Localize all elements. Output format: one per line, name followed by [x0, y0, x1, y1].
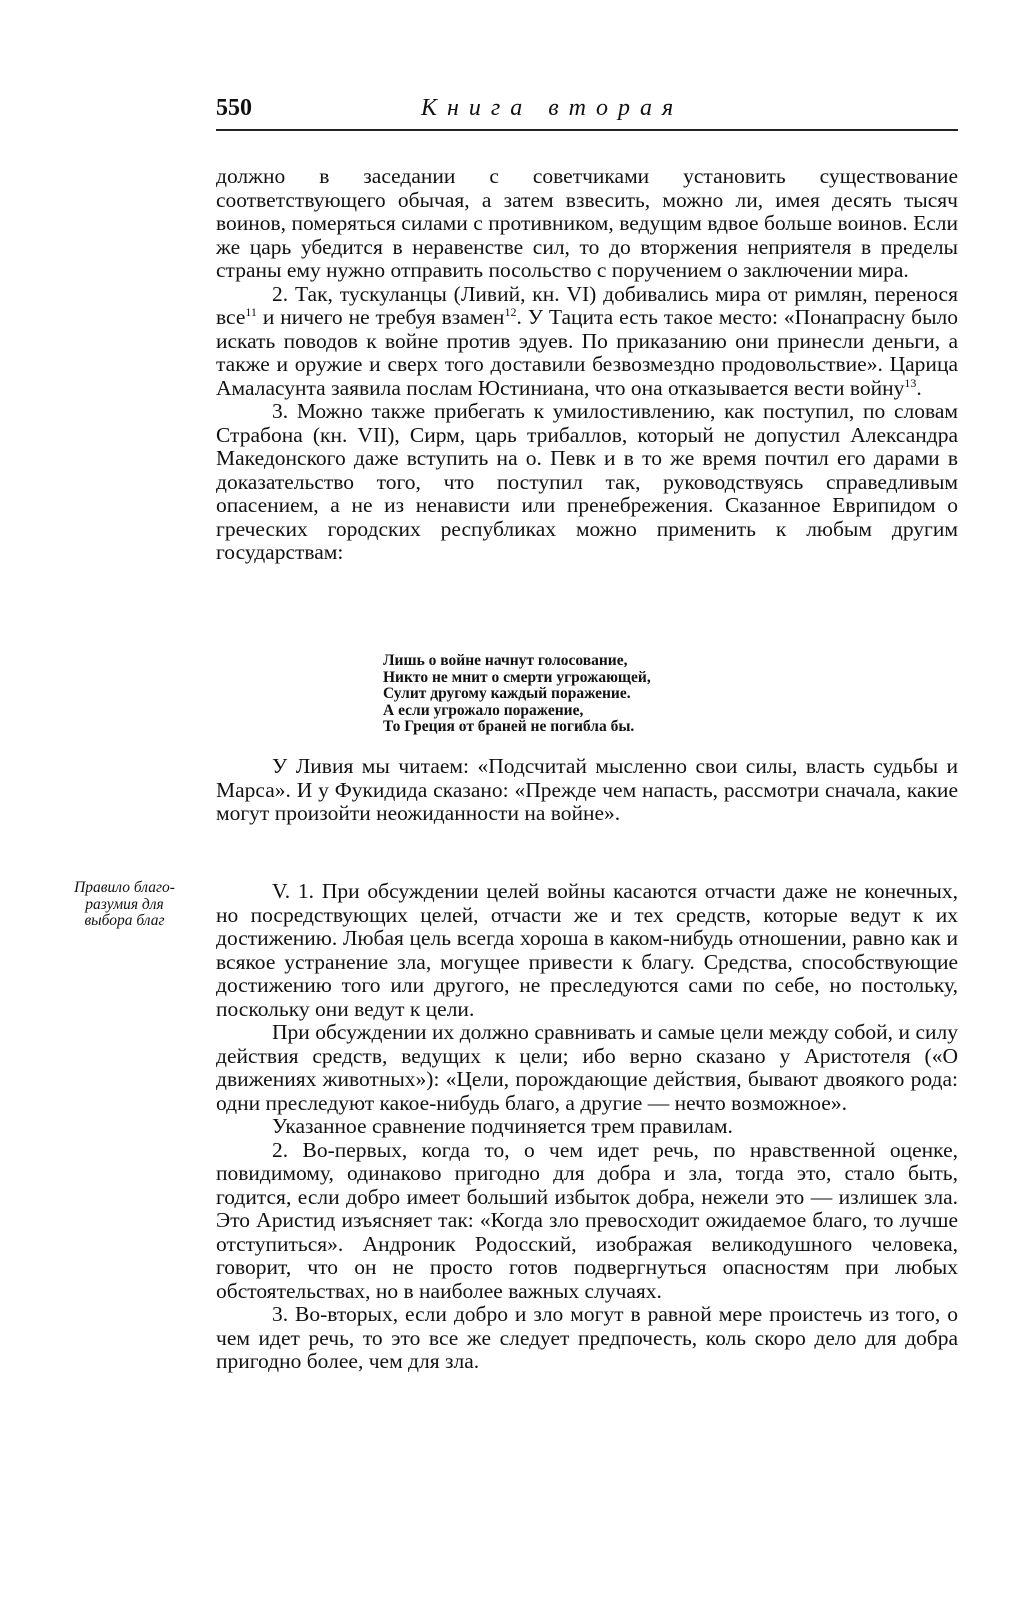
section-v-paragraph-5: 3. Во-вторых, если добро и зло могут в равной мере проистечь из того, о чем идет речь, то это все же следует предпочесть, коль скоро дело для добра пригодно более, чем для зла. — [216, 1302, 958, 1373]
paragraph-2-part-c: . У Тацита есть такое место: «Понапрасну было искать поводов к войне против эдуев. По приказанию они принесли деньги, а также и оружие и сверх того доставили безвозмездно продовольствие». Царица Амаласунта заявила послам Юстиниана, что она отказывается вести войну — [216, 305, 958, 400]
text-block-3 — [216, 880, 958, 1374]
paragraph-continuation: должно в заседании с советчиками установить существование соответствующего обычая, а затем взвесить, можно ли, имея десять тысяч воинов, померяться силами с противником, ведущим вдвое больше воинов. Если же царь убедится в неравенстве сил, то до вторжения неприятеля в пределы страны ему нужно отправить посольство с поручением о заключении мира. — [216, 164, 958, 282]
margin-note-line: выбора благ — [84, 912, 165, 929]
poem-line: Сулит другому каждый поражение. — [383, 685, 631, 702]
margin-note-line: Правило благо- — [74, 879, 175, 896]
margin-note-line: разумия для — [85, 895, 164, 913]
page-header — [216, 95, 958, 131]
section-v-paragraph-2: При обсуждении их должно сравнивать и самые цели между собой, и силу действия средств, ведущих к цели; ибо верно сказано у Аристотеля («О движениях животных»): «Цели, порождающие действия, бывают двоякого рода: одни преследуют какое-нибудь благо, а другие — нечто возможное». — [216, 1020, 958, 1115]
poem-quote — [383, 653, 651, 736]
text-block-2 — [216, 755, 958, 826]
poem-line: То Греция от браней не погибла бы. — [383, 718, 635, 735]
poem-line: Лишь о войне начнут голосование, — [383, 652, 628, 669]
paragraph-2-part-a: 2. Так, тускуланцы (Ливий, кн. VI) добивались мира от римлян, перенося все — [216, 281, 958, 329]
footnote-ref-12: 12 — [504, 304, 517, 319]
paragraph-2-part-d: . — [916, 375, 922, 400]
paragraph-2-part-b: и ничего не требуя взамен — [256, 305, 505, 329]
text-block-1 — [216, 165, 958, 565]
margin-note — [52, 880, 197, 930]
page-number: 550 — [216, 95, 252, 121]
footnote-ref-13: 13 — [904, 375, 917, 390]
running-title: Книга вторая — [421, 95, 684, 121]
section-v-paragraph-4: 2. Во-первых, когда то, о чем идет речь, по нравственной оценке, повидимому, одинаково пригодно для добра и зла, тогда это, стало быть, годится, если добро имеет больший избыток добра, нежели это — излишек зла. Это Аристид изъясняет так: «Когда зло превосходит ожидаемое благо, то лучше отступиться». Андроник Родосский, изображая великодушного человека, говорит, что он не просто готов подвергнуться опасностям при любых обстоятельствах, но в наиболее важных случаях. — [216, 1137, 958, 1303]
paragraph-3: 3. Можно также прибегать к умилостивлению, как поступил, по словам Страбона (кн. VII), Сирм, царь трибаллов, который не допустил Александра Македонского даже вступить на о. Певк и в то же время почтил его дарами в доказательство того, что поступил так, руководствуясь справедливым опасением, а не из ненависти или пренебрежения. Сказанное Еврипидом о греческих городских республиках можно применить к любым другим государствам: — [216, 399, 958, 564]
poem-line: Никто не мнит о смерти угрожающей, — [383, 668, 651, 686]
section-v-paragraph-1: V. 1. При обсуждении целей войны касаются отчасти даже не конечных, но посредствующих целей, отчасти же и тех средств, которые ведут к их достижению. Любая цель всегда хороша в каком-нибудь отношении, равно как и всякое устранение зла, могущее привести к благу. Средства, способствующие достижению того или другого, не преследуются сами по себе, но постольку, поскольку они ведут к цели. — [216, 879, 958, 1021]
footnote-ref-11: 11 — [245, 304, 257, 319]
paragraph-livy: У Ливия мы читаем: «Подсчитай мысленно свои силы, власть судьбы и Марса». И у Фукидида сказано: «Прежде чем напасть, рассмотри сначала, какие могут произойти неожиданности на войне». — [216, 754, 958, 825]
paragraph-2 — [216, 283, 958, 401]
poem-line: А если угрожало поражение, — [383, 701, 584, 719]
section-v-paragraph-3: Указанное сравнение подчиняется трем правилам. — [272, 1114, 733, 1138]
